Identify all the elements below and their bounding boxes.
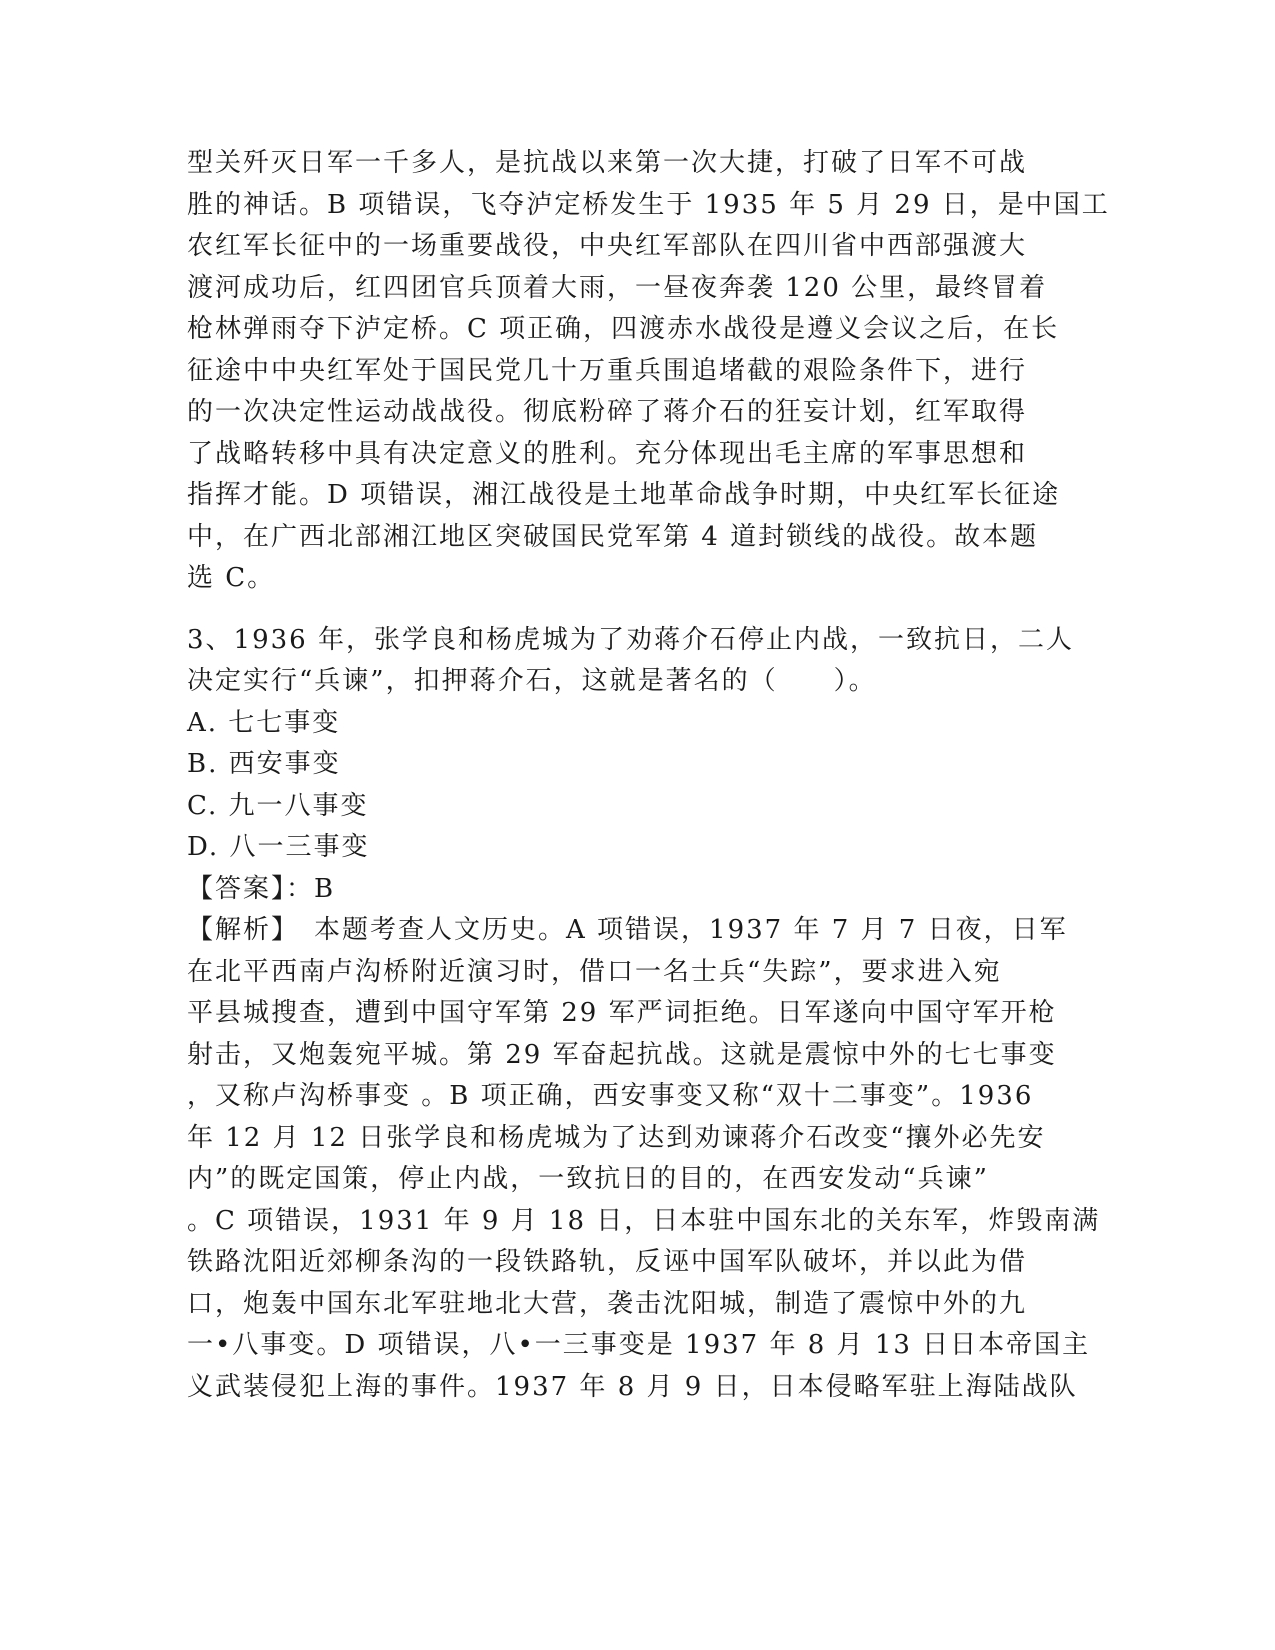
paragraph-spacer xyxy=(187,600,1077,620)
text-line: 在北平西南卢沟桥附近演习时，借口一名士兵“失踪”，要求进入宛 xyxy=(187,956,1002,987)
text-line: 一•八事变。D 项错误，八•一三事变是 1937 年 8 月 13 日日本帝国主 xyxy=(187,1330,1091,1360)
text-line: 了战略转移中具有决定意义的胜利。充分体现出毛主席的军事思想和 xyxy=(187,438,1028,469)
text-line: 。C 项错误，1931 年 9 月 18 日，日本驻中国东北的关东军，炸毁南满 xyxy=(187,1205,1101,1236)
question-stem-line: 3、1936 年，张学良和杨虎城为了劝蒋介石停止内战，一致抗日，二人 xyxy=(187,624,1074,655)
answer-explanation xyxy=(187,910,1101,1408)
option-b: B. 西安事变 xyxy=(187,749,341,779)
text-line: 铁路沈阳近郊柳条沟的一段铁路轨，反诬中国军队破坏，并以此为借 xyxy=(187,1247,1028,1277)
text-line: 内”的既定国策，停止内战，一致抗日的目的，在西安发动“兵谏” xyxy=(187,1164,989,1194)
text-line: 渡河成功后，红四团官兵顶着大雨，一昼夜奔袭 120 公里，最终冒着 xyxy=(187,272,1048,303)
text-line: 【解析】 本题考查人文历史。A 项错误，1937 年 7 月 7 日夜，日军 xyxy=(187,915,1068,945)
answer-line: 【答案】：B xyxy=(187,873,336,904)
text-line: 中，在广西北部湘江地区突破国民党军第 4 道封锁线的战役。故本题 xyxy=(187,521,1039,552)
text-line: 枪林弹雨夺下泸定桥。C 项正确，四渡赤水战役是遵义会议之后，在长 xyxy=(187,314,1060,344)
text-line: 年 12 月 12 日张学良和杨虎城为了达到劝谏蒋介石改变“攘外必先安 xyxy=(187,1122,1046,1153)
option-a: A. 七七事变 xyxy=(187,707,341,738)
text-line: 胜的神话。B 项错误，飞夺泸定桥发生于 1935 年 5 月 29 日，是中国工 xyxy=(187,189,1110,220)
text-line: 指挥才能。D 项错误，湘江战役是土地革命战争时期，中央红军长征途 xyxy=(187,480,1061,510)
document-content xyxy=(187,143,1110,1408)
question-stem-line: 决定实行“兵谏”，扣押蒋介石，这就是著名的（ ）。 xyxy=(187,666,877,696)
text-line: 选 C。 xyxy=(187,563,276,593)
text-line: 的一次决定性运动战战役。彻底粉碎了蒋介石的狂妄计划，红军取得 xyxy=(187,397,1028,427)
text-line: 口，炮轰中国东北军驻地北大营，袭击沈阳城，制造了震惊中外的九 xyxy=(187,1288,1028,1319)
text-line: 义武装侵犯上海的事件。1937 年 8 月 9 日，日本侵略军驻上海陆战队 xyxy=(187,1371,1078,1402)
option-d: D. 八一三事变 xyxy=(187,832,370,862)
previous-explanation xyxy=(187,143,1110,600)
text-line: 农红军长征中的一场重要战役，中央红军部队在四川省中西部强渡大 xyxy=(187,231,1028,261)
question-block xyxy=(187,620,1101,1409)
text-line: ，又称卢沟桥事变 。B 项正确，西安事变又称“双十二事变”。1936 xyxy=(187,1081,1034,1111)
option-c: C. 九一八事变 xyxy=(187,790,369,821)
text-line: 射击，又炮轰宛平城。第 29 军奋起抗战。这就是震惊中外的七七事变 xyxy=(187,1039,1057,1070)
text-line: 平县城搜查，遭到中国守军第 29 军严词拒绝。日军遂向中国守军开枪 xyxy=(187,998,1057,1028)
text-line: 型关歼灭日军一千多人，是抗战以来第一次大捷，打破了日军不可战 xyxy=(187,148,1028,178)
text-line: 征途中中央红军处于国民党几十万重兵围追堵截的艰险条件下，进行 xyxy=(187,355,1028,386)
